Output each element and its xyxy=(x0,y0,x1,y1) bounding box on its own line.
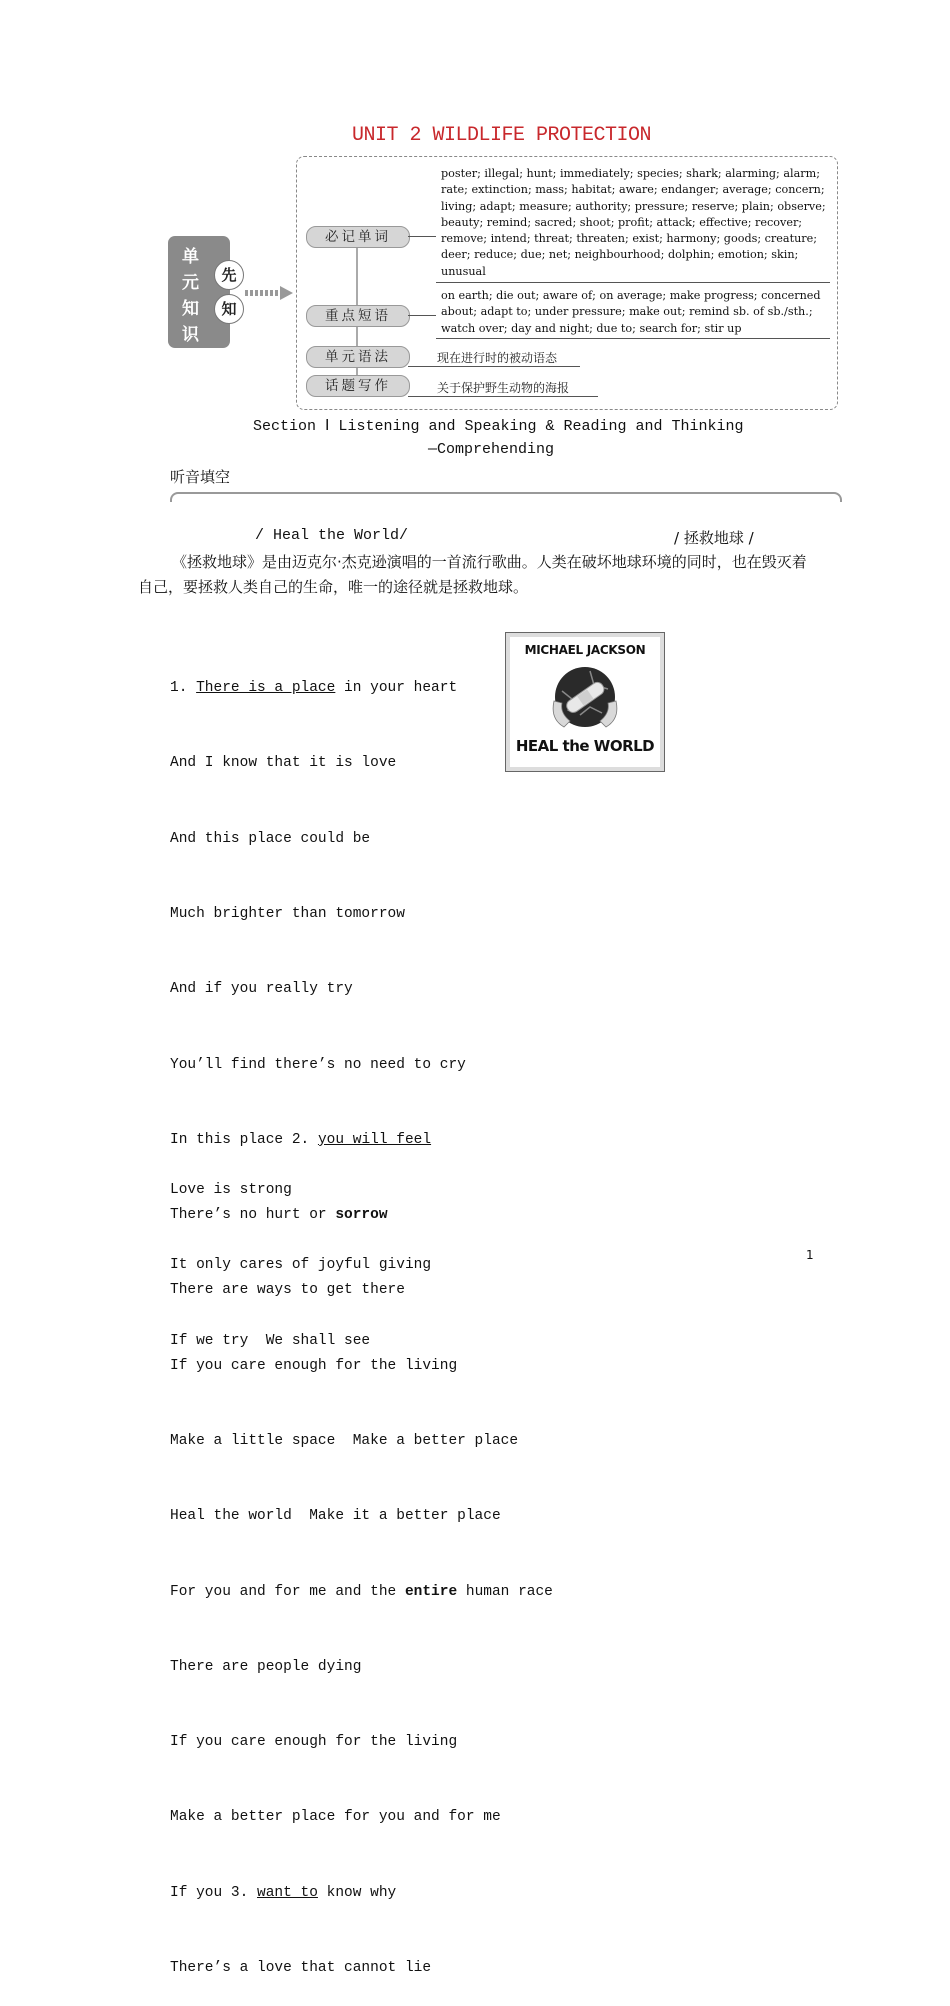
unit-knowledge-badge xyxy=(168,236,237,348)
lyric-line: And if you really try xyxy=(170,981,353,998)
divider xyxy=(408,366,580,367)
divider xyxy=(436,282,830,283)
album-cover xyxy=(505,632,665,772)
lyric-line: If you care enough for the living xyxy=(170,1734,458,1751)
lyric-line: And I know that it is love xyxy=(170,755,397,772)
lyrics xyxy=(170,1128,431,1379)
lyric-line: Love is strong xyxy=(170,1182,292,1199)
song-title-zh: / 拯救地球 / xyxy=(674,529,754,547)
grammar-item: 现在进行时的被动语态 xyxy=(437,351,558,365)
globe-bandage-icon xyxy=(550,661,620,733)
blank-answer: There is a place xyxy=(196,680,336,697)
phrases-line: about; adapt to; under pressure; make out; remind sb. of sb./sth.; xyxy=(441,305,813,319)
lyric-line: If you care enough for the living xyxy=(170,1357,458,1374)
lyric-line: Make a little space Make a better place xyxy=(170,1433,519,1449)
divider xyxy=(408,236,436,237)
lyric-line: You’ll find there’s no need to cry xyxy=(170,1056,466,1073)
lyric-line: Much brighter than tomorrow xyxy=(170,906,405,923)
badge-circle-zhi: 知 xyxy=(214,294,244,324)
divider xyxy=(408,315,436,316)
lyric-line: There’s no hurt or sorrow xyxy=(170,1207,388,1224)
lyric-line: There are ways to get there xyxy=(170,1282,405,1299)
badge-char: 识 xyxy=(182,325,199,345)
lyric-line: Heal the world Make it a better place xyxy=(170,1508,501,1525)
words-list xyxy=(441,166,833,280)
phrases-line: on earth; die out; aware of; on average; make progress; concerned xyxy=(441,289,821,302)
lyric-line: It only cares of joyful giving xyxy=(170,1257,432,1274)
cover-title: HEAL the WORLD xyxy=(515,737,655,755)
category-writing: 话题写作 xyxy=(306,375,410,397)
words-line: deer; reduce; due; net; neighbourhood; dolphin; emotion; skin; xyxy=(441,248,799,262)
badge-char: 单 xyxy=(182,247,199,267)
divider xyxy=(408,396,598,397)
blank-answer: you will feel xyxy=(317,1131,432,1148)
category-phrases: 重点短语 xyxy=(306,305,410,327)
badge-char: 知 xyxy=(182,299,199,319)
song-title-en: / Heal the World/ xyxy=(255,527,409,544)
phrases-line: watch over; day and night; due to; search for; stir up xyxy=(441,321,742,335)
words-line: remove; intend; threat; threaten; exist; harmony; goods; creature; xyxy=(441,232,818,246)
section-subheading: —Comprehending xyxy=(428,441,555,458)
vocab-word: sorrow xyxy=(335,1207,388,1224)
badge-circle-xian: 先 xyxy=(214,260,244,290)
arrow-right-icon xyxy=(245,286,293,300)
vocab-word: entire xyxy=(404,1583,458,1600)
blank-answer: want to xyxy=(257,1884,318,1901)
lyric-line: For you and for me and the entire human race xyxy=(170,1583,553,1600)
words-line: rate; extinction; mass; habitat; aware; endanger; average; concern; xyxy=(441,183,825,197)
lyric-line: There are people dying xyxy=(170,1658,362,1675)
page-number: 1 xyxy=(806,1248,814,1262)
song-intro: 《拯救地球》是由迈克尔·杰克逊演唱的一首流行歌曲。人类在破坏地球环境的同时，也在毁灭着自己，要拯救人类自己的生命，唯一的途径就是拯救地球。 xyxy=(138,553,807,596)
badge-char: 元 xyxy=(182,273,199,293)
divider xyxy=(436,338,830,339)
lyric-line: Make a better place for you and for me xyxy=(170,1809,501,1826)
category-words: 必记单词 xyxy=(306,226,410,248)
lyric-line: And this place could be xyxy=(170,830,371,847)
words-line: poster; illegal; hunt; immediately; species; shark; alarming; alarm; xyxy=(441,167,821,180)
writing-item: 关于保护野生动物的海报 xyxy=(437,381,570,395)
lyric-line: In this place 2. you will feel xyxy=(170,1131,432,1148)
listen-fill-label: 听音填空 xyxy=(170,468,231,486)
lyric-line: There’s a love that cannot lie xyxy=(170,1959,432,1976)
cover-artist: MICHAEL JACKSON xyxy=(524,643,646,657)
words-line: beauty; remind; sacred; shoot; profit; attack; effective; recover; xyxy=(441,215,803,229)
section-rule xyxy=(170,492,842,502)
lyric-line: 1. There is a place in your heart xyxy=(170,680,458,697)
words-line: unusual xyxy=(441,264,486,278)
phrases-list xyxy=(441,288,833,337)
lyric-line: If we try We shall see xyxy=(170,1332,371,1349)
section-heading: Section Ⅰ Listening and Speaking & Reading and Thinking xyxy=(253,418,744,435)
words-line: living; adapt; measure; authority; pressure; reserve; plain; observe; xyxy=(441,199,826,213)
lyric-line: If you 3. want to know why xyxy=(170,1884,397,1901)
category-grammar: 单元语法 xyxy=(306,346,410,368)
unit-title: UNIT 2 WILDLIFE PROTECTION xyxy=(352,124,652,147)
